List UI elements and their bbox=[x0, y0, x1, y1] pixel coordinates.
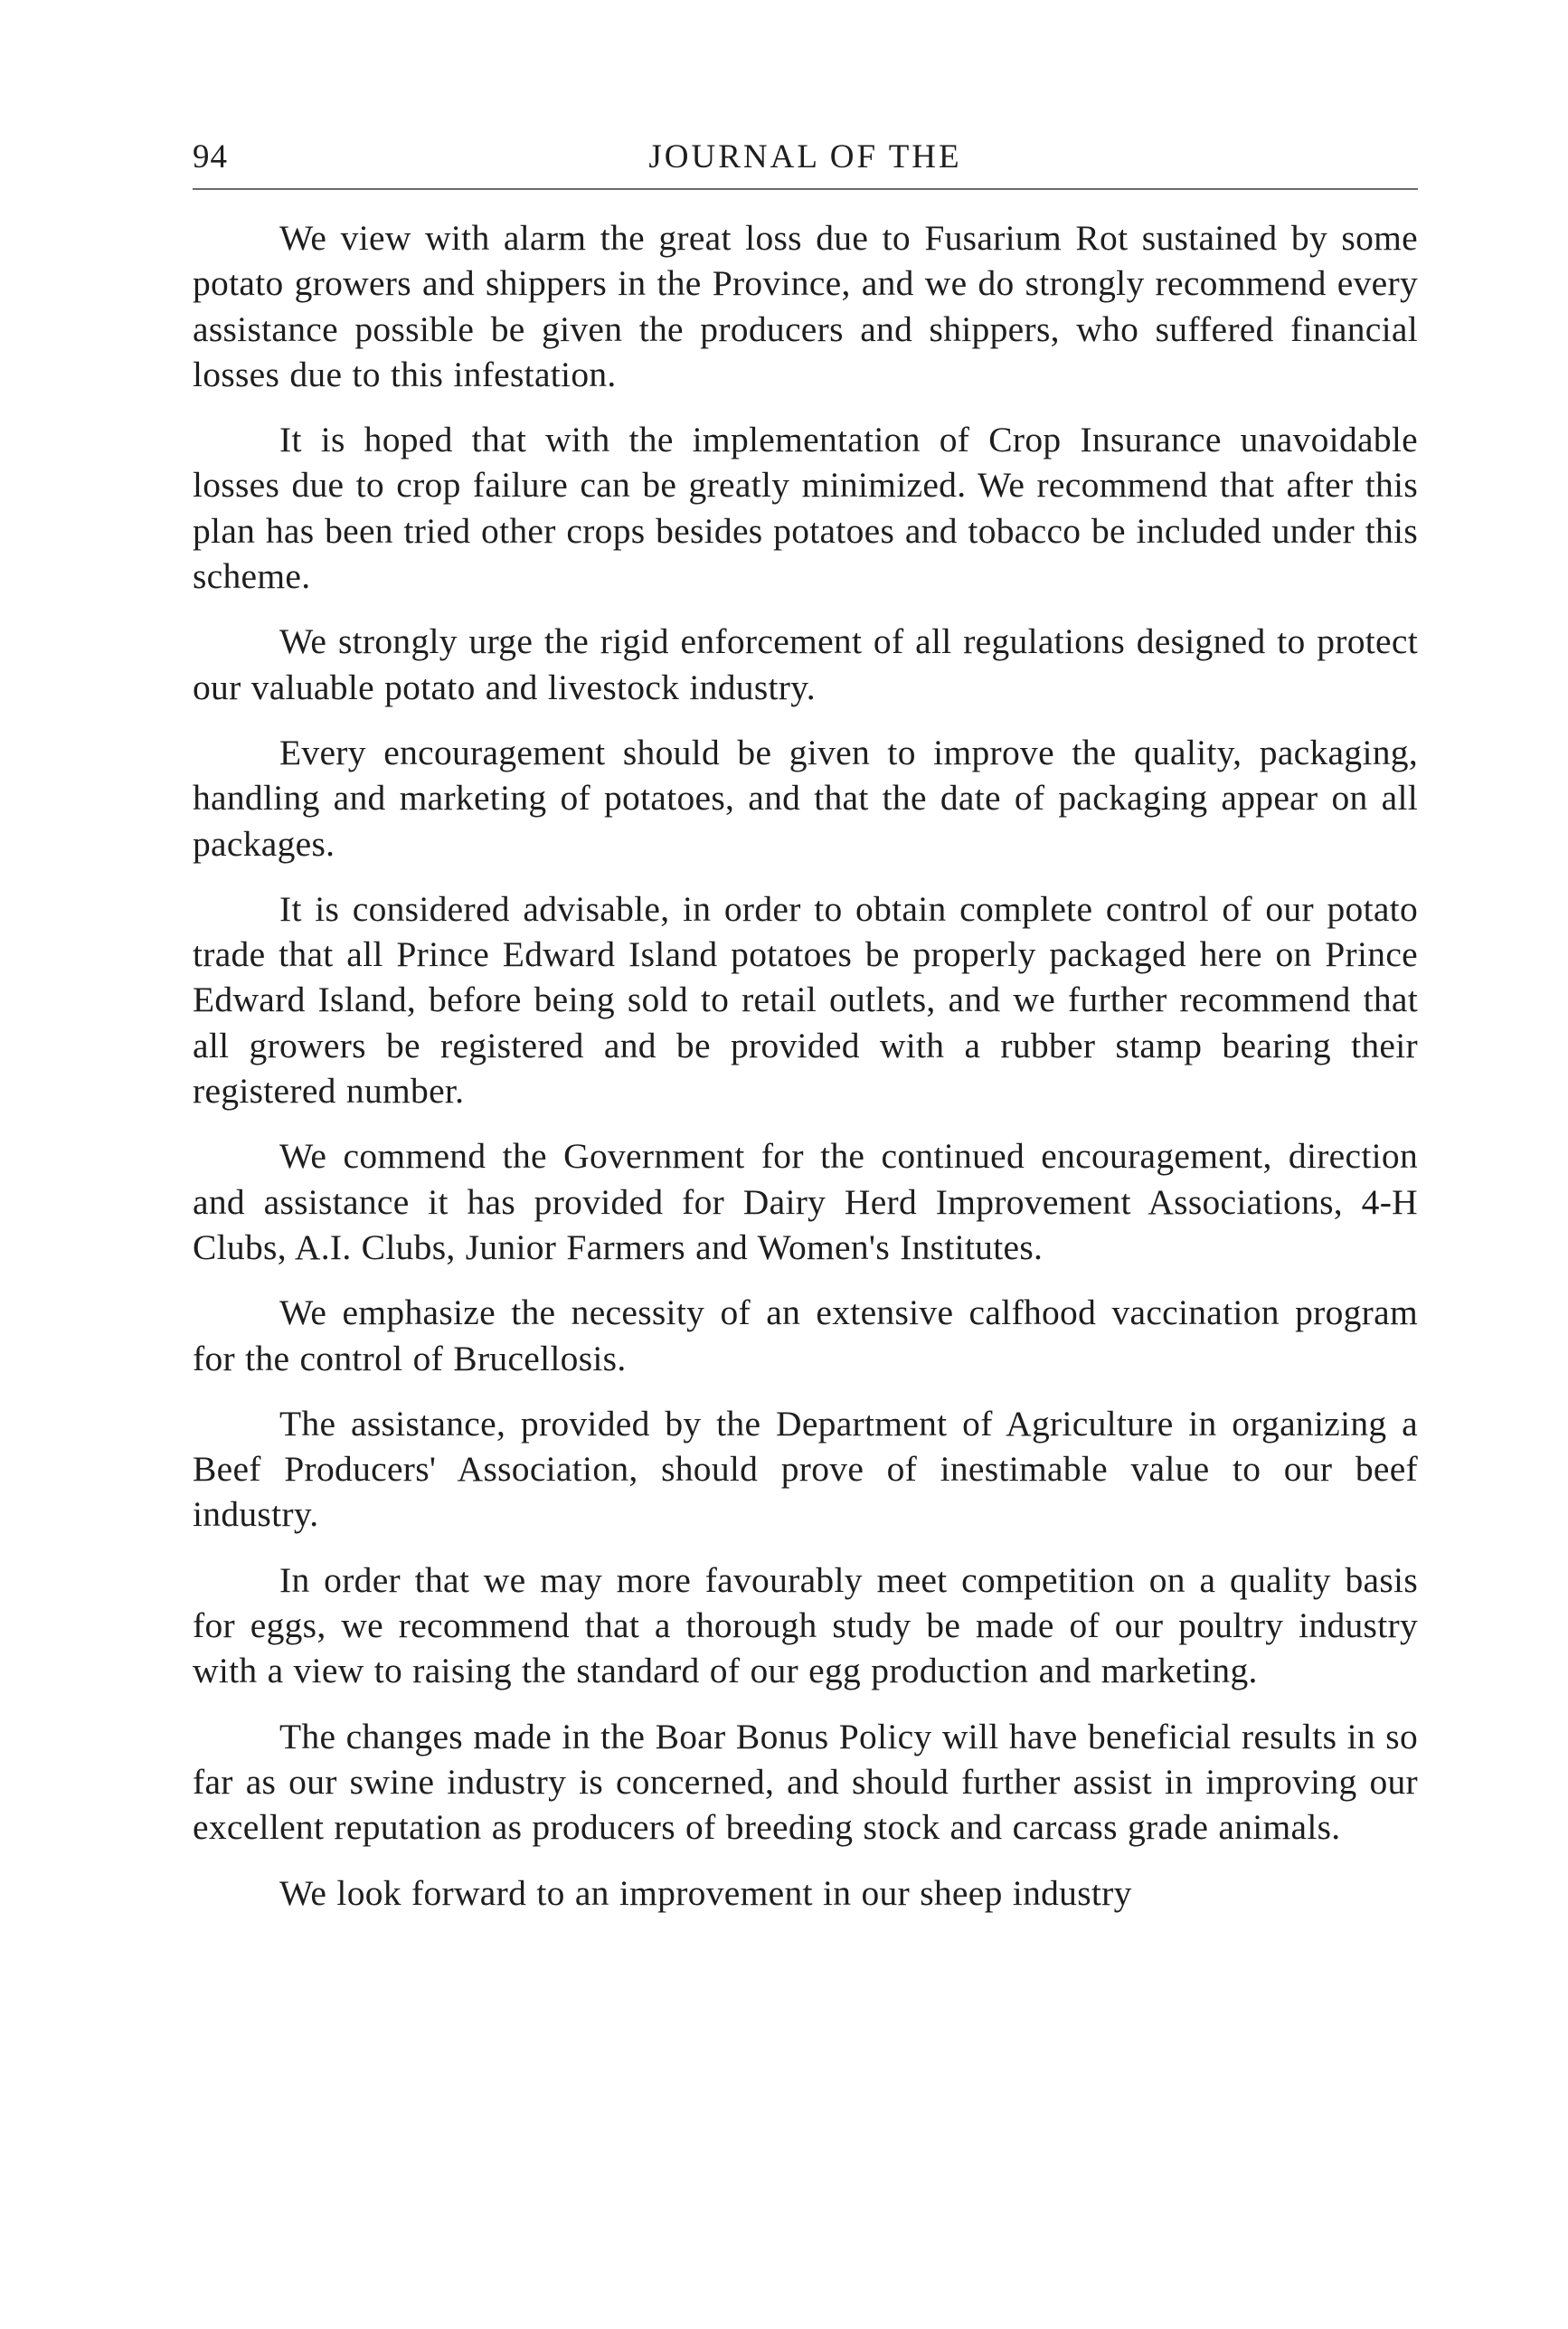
paragraph-boar-bonus: The changes made in the Boar Bonus Policy will have beneficial results in so far as our swine industry is concerned, and should further assist in improving our excellent reputation as producers of breeding stock and carcass grade animals. bbox=[193, 1716, 1418, 1848]
header-rule bbox=[193, 188, 1418, 190]
paragraph-vaccination: We emphasize the necessity of an extensive calfhood vaccination program for the control of Brucellosis. bbox=[193, 1292, 1418, 1378]
paragraph-poultry: In order that we may more favourably meet competition on a quality basis for eggs, we recommend that a thorough study be made of our poultry industry with a view to raising the standard of our egg production and marketing. bbox=[193, 1559, 1418, 1691]
paragraph-government-commendation: We commend the Government for the continued encouragement, direction and assistance it has provided for Dairy Herd Improvement Associations, 4-H Clubs, A.I. Clubs, Junior Farmers and Women's Institutes. bbox=[193, 1136, 1418, 1267]
paragraph-potato-trade: It is considered advisable, in order to obtain complete control of our potato trade that all Prince Edward Island potatoes be properly packaged here on Prince Edward Island, before being sold to retail outlets, and we further recommend that all growers be registered and be provided with a rubber stamp bearing their registered number. bbox=[193, 888, 1418, 1112]
page-number: 94 bbox=[193, 138, 228, 175]
paragraph-crop-insurance: It is hoped that with the implementation of Crop Insurance unavoidable losses due to crop failure can be greatly minimized. We recommend that after this plan has been tried other crops besides potatoes and tobacco be included under this scheme. bbox=[193, 420, 1418, 597]
paragraph-beef-producers: The assistance, provided by the Department of Agriculture in organizing a Beef Producers' Association, should prove of inestimable value to our beef industry. bbox=[193, 1403, 1418, 1535]
paragraph-sheep-industry: We look forward to an improvement in our sheep industry bbox=[279, 1872, 1132, 1913]
paragraph-packaging: Every encouragement should be given to improve the quality, packaging, handling and marketing of potatoes, and that the date of packaging appear on all packages. bbox=[193, 732, 1418, 864]
paragraph-fusarium-rot: We view with alarm the great loss due to Fusarium Rot sustained by some potato growers and shippers in the Province, and we do strongly recommend every assistance possible be given the producers and shippers, who suffered financial losses due to this infestation. bbox=[193, 218, 1418, 394]
page-header bbox=[193, 136, 1418, 185]
paragraph-regulations: We strongly urge the rigid enforcement of all regulations designed to protect our valuable potato and livestock industry. bbox=[193, 621, 1418, 707]
body-text bbox=[193, 215, 1418, 1916]
running-head: JOURNAL OF THE bbox=[648, 138, 962, 175]
